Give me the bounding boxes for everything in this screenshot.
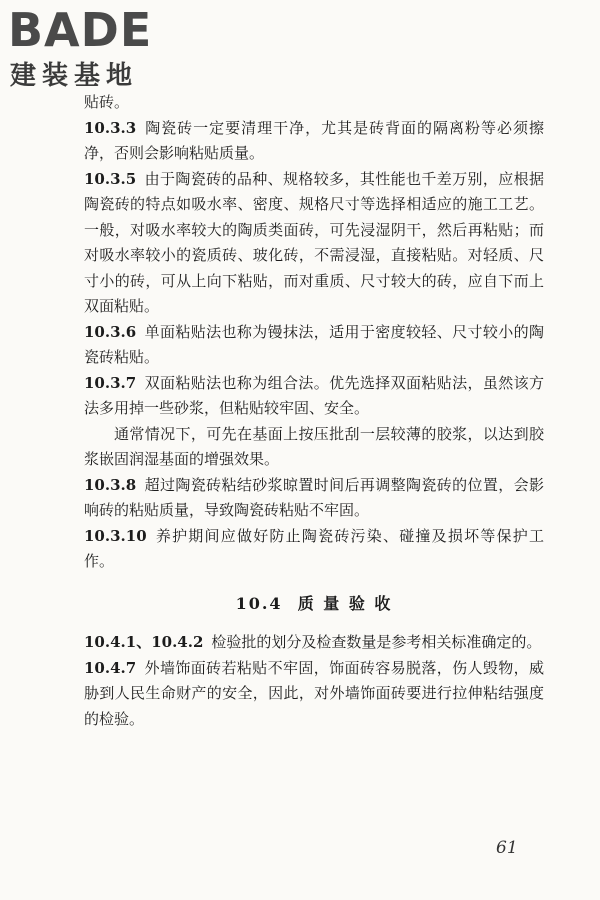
- clause-number: 10.3.6: [84, 322, 137, 341]
- clause-10-3-6: [84, 320, 544, 371]
- section-heading: [84, 591, 544, 617]
- clause-text: 由于陶瓷砖的品种、规格较多，其性能也千差万别，应根据陶瓷砖的特点如吸水率、密度、规格尺寸等选择相适应的施工工艺。一般，对吸水率较大的陶质类面砖，可先浸湿阴干，然后再粘贴；而对吸水率较小的瓷质砖、玻化砖，不需浸湿，直接粘贴。对轻质、尺寸小的砖，可从上向下粘贴，而对重质、尺寸较大的砖，应自下而上双面粘贴。: [84, 169, 544, 315]
- brand-logo: [8, 4, 178, 96]
- logo-wordmark: BADE: [8, 3, 153, 57]
- clause-text: 外墙饰面砖若粘贴不牢固，饰面砖容易脱落，伤人毁物，威胁到人民生命财产的安全，因此，对外墙饰面砖要进行拉伸粘结强度的检验。: [84, 658, 544, 728]
- clause-10-3-7: [84, 371, 544, 422]
- clause-text: 单面粘贴法也称为镘抹法，适用于密度较轻、尺寸较小的陶瓷砖粘贴。: [84, 322, 544, 366]
- clause-10-4-1: [84, 630, 544, 656]
- clause-10-4-7: [84, 656, 544, 733]
- clause-number: 10.3.5: [84, 169, 137, 188]
- clause-note: 通常情况下，可先在基面上按压批刮一层较薄的胶浆，以达到胶浆嵌固润湿基面的增强效果。: [84, 424, 544, 468]
- document-body: [84, 90, 544, 732]
- clause-number: 10.4.1、10.4.2: [84, 633, 204, 651]
- section-number: 10.4: [235, 593, 283, 613]
- clause-number: 10.3.10: [84, 526, 147, 545]
- clause-number: 10.3.3: [84, 118, 137, 137]
- clause-10-3-8: [84, 473, 544, 524]
- clause-10-3-3: [84, 116, 544, 167]
- clause-number: 10.4.7: [84, 658, 137, 677]
- clause-text: 超过陶瓷砖粘结砂浆晾置时间后再调整陶瓷砖的位置，会影响砖的粘贴质量，导致陶瓷砖粘贴不牢固。: [84, 475, 544, 519]
- clause-text: 陶瓷砖一定要清理干净，尤其是砖背面的隔离粉等必须擦净，否则会影响粘贴质量。: [84, 118, 544, 162]
- clause-number: 10.3.7: [84, 373, 137, 392]
- clause-text: 检验批的划分及检查数量是参考相关标准确定的。: [211, 633, 542, 651]
- section-title-text: 质 量 验 收: [297, 593, 393, 613]
- clause-text: 双面粘贴法也称为组合法。优先选择双面粘贴法，虽然该方法多用掉一些砂浆，但粘贴较牢固、安全。: [84, 373, 544, 417]
- clause-text: 养护期间应做好防止陶瓷砖污染、碰撞及损坏等保护工作。: [84, 526, 544, 570]
- page-number: 61: [496, 838, 518, 858]
- logo-subtitle: 建装基地: [10, 61, 139, 91]
- clause-10-3-5: [84, 167, 544, 320]
- clause-10-3-10: [84, 524, 544, 575]
- continued-fragment: 贴砖。: [84, 93, 130, 111]
- clause-number: 10.3.8: [84, 475, 137, 494]
